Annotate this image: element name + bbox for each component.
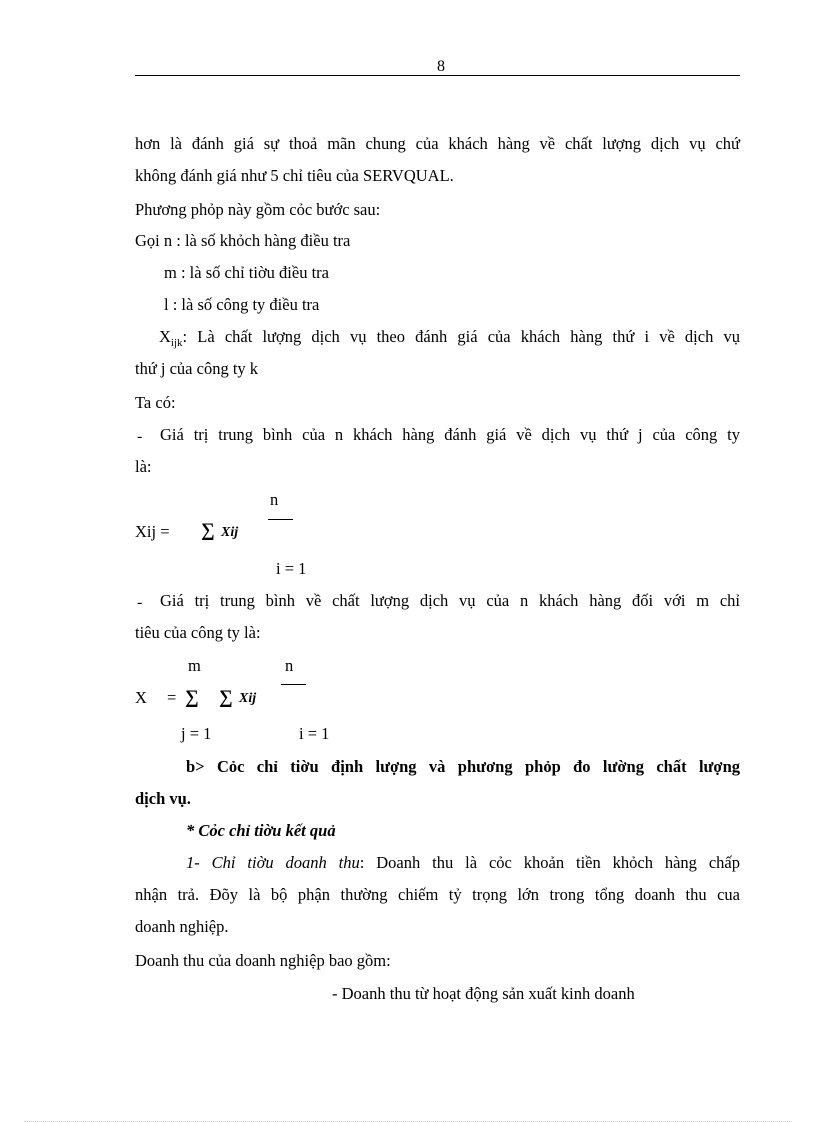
formula-2-equals: =	[167, 688, 177, 707]
formula-2-lower-inner: i = 1	[299, 724, 330, 743]
definition-n: Gọi n : là số khỏch hàng điều tra	[135, 231, 351, 250]
formula-1-upper-limit: n	[270, 490, 279, 509]
formula-1-lower-limit: i = 1	[276, 559, 307, 578]
formula-1-sigma: ∑	[201, 520, 215, 541]
item-1-line-3: doanh nghiệp.	[135, 917, 229, 936]
item-1-title: 1- Chỉ tiờu doanh thu	[186, 853, 360, 872]
paragraph-1-line-1: hơn là đánh giá sự thoả mãn chung của khách hàng về chất lượng dịch vụ chứ	[135, 134, 740, 153]
formula-2-fraction-bar	[281, 684, 306, 685]
formula-2-term: Xij	[239, 691, 257, 706]
bullet-2-line-2: tiêu của công ty là:	[135, 623, 261, 642]
definition-x-line-1	[159, 327, 740, 349]
formula-2-sigma-outer: ∑	[185, 687, 199, 708]
definition-x-line-2: thứ j của công ty k	[135, 359, 259, 378]
sub-heading: * Cỏc chỉ tiờu kết quả	[186, 821, 336, 840]
revenue-item: - Doanh thu từ hoạt động sản xuất kinh doanh	[332, 984, 635, 1003]
definition-m: m : là số chỉ tiờu điều tra	[164, 263, 329, 282]
bullet-2-line-1: Giá trị trung bình về chất lượng dịch vụ của n khách hàng đối với m chỉ	[160, 591, 740, 610]
bottom-dotted-border	[24, 1121, 792, 1122]
section-b-heading-line-2: dịch vụ.	[135, 789, 191, 808]
formula-2-lhs: X	[135, 688, 147, 707]
bullet-marker-1: ‐	[137, 428, 143, 445]
item-1-text: : Doanh thu là cỏc khoản tiền khỏch hàng chấp	[359, 853, 740, 872]
item-1-line-1	[186, 855, 740, 872]
bullet-1-line-2: là:	[135, 457, 152, 476]
definition-x-variable: X	[159, 327, 171, 346]
formula-1-term: Xij	[221, 525, 239, 540]
header-rule	[135, 75, 740, 76]
method-intro: Phương phỏp này gồm cỏc bước sau:	[135, 200, 381, 219]
definition-x-text: : Là chất lượng dịch vụ theo đánh giá của khách hàng thứ i về dịch vụ	[182, 327, 740, 346]
bullet-1-line-1: Giá trị trung bình của n khách hàng đánh giá về dịch vụ thứ j của công ty	[160, 425, 740, 444]
ta-co-label: Ta có:	[135, 393, 176, 412]
definition-x-subscript: ijk	[170, 337, 183, 349]
definition-l: l : là số công ty điều tra	[164, 295, 320, 314]
formula-2-sigma-inner: ∑	[219, 687, 233, 708]
formula-2-upper-inner: n	[285, 656, 294, 675]
revenue-intro: Doanh thu của doanh nghiệp bao gồm:	[135, 951, 391, 970]
bullet-marker-2: ‐	[137, 594, 143, 611]
page-number: 8	[437, 58, 445, 75]
item-1-line-2: nhận trả. Đõy là bộ phận thường chiếm tỷ trọng lớn trong tổng doanh thu cua	[135, 885, 740, 904]
section-b-heading-line-1: b> Cỏc chỉ tiờu định lượng và phương phỏp đo lường chất lượng	[186, 757, 740, 776]
paragraph-1-line-2: không đánh giá như 5 chỉ tiêu của SERVQUAL.	[135, 166, 454, 185]
formula-1-lhs: Xij =	[135, 522, 170, 541]
formula-1-fraction-bar	[268, 519, 293, 520]
formula-2-lower-outer: j = 1	[181, 724, 212, 743]
formula-2-upper-outer: m	[188, 656, 201, 675]
